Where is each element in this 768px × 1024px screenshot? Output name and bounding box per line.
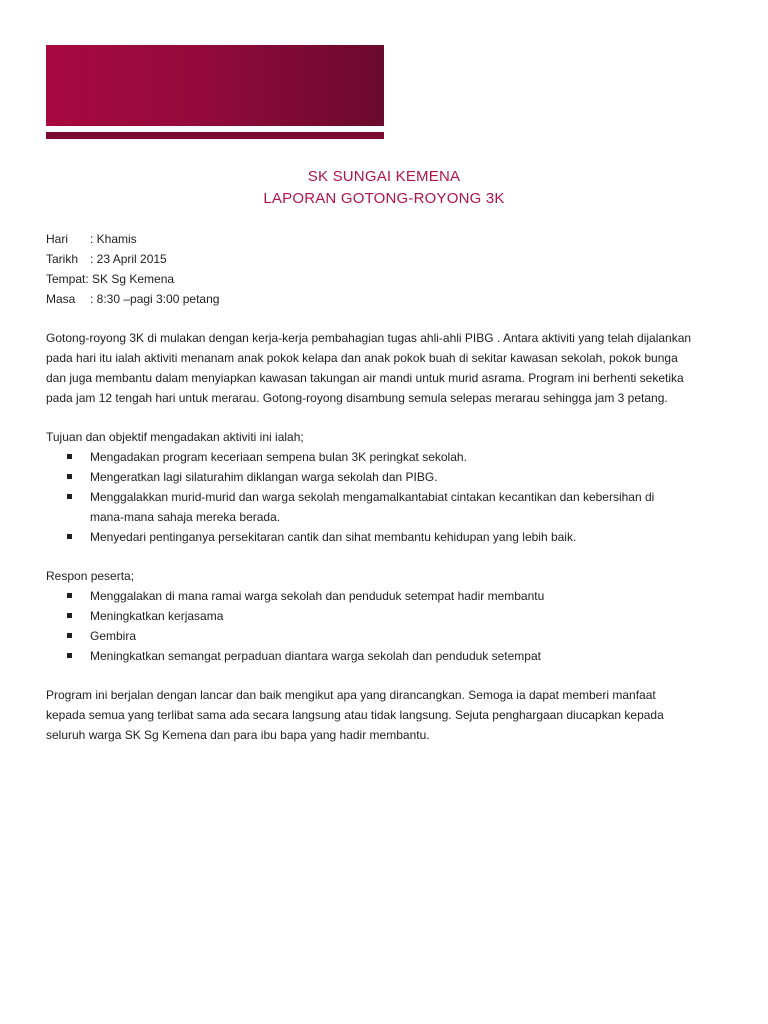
list-item: Meningkatkan kerjasama [46, 606, 736, 626]
text-line: kepada semua yang terlibat sama ada secara langsung atau tidak langsung. Sejuta penghargaan diucapkan kepada [46, 708, 664, 722]
info-row-tarikh [46, 249, 736, 269]
info-value: : 8:30 –pagi 3:00 petang [90, 292, 220, 306]
info-row-hari [46, 229, 736, 249]
text-line: dan juga membantu dalam menyiapkan kawasan takungan air mandi untuk murid asrama. Program ini berhenti seketika [46, 371, 684, 385]
bullet-icon [67, 613, 72, 618]
document-title [0, 166, 768, 210]
info-value: : Khamis [90, 232, 137, 246]
text-line: Gotong-royong 3K di mulakan dengan kerja-kerja pembahagian tugas ahli-ahli PIBG . Antara aktiviti yang telah dijalankan [46, 331, 692, 345]
intro-paragraph [46, 328, 736, 408]
info-row-tempat [46, 269, 736, 289]
title-report-name: LAPORAN GOTONG-ROYONG 3K [263, 190, 505, 207]
info-value: : SK Sg Kemena [85, 272, 175, 286]
document-body [46, 229, 736, 745]
bullet-icon [67, 593, 72, 598]
objectives-heading: Tujuan dan objektif mengadakan aktiviti ini ialah; [46, 430, 304, 444]
bullet-icon [67, 534, 72, 539]
info-label: Tarikh [46, 252, 79, 266]
info-label: Hari [46, 232, 69, 246]
objectives-list [46, 447, 736, 547]
responses-list [46, 586, 736, 666]
responses-section [46, 566, 736, 666]
info-block [46, 229, 736, 309]
info-label: Tempat [46, 272, 86, 286]
title-school-name: SK SUNGAI KEMENA [307, 168, 461, 185]
closing-paragraph [46, 685, 736, 745]
objectives-section [46, 427, 736, 547]
bullet-icon [67, 653, 72, 658]
text-line: seluruh warga SK Sg Kemena dan para ibu bapa yang hadir membantu. [46, 728, 430, 742]
bullet-icon [67, 494, 72, 499]
bullet-icon [67, 474, 72, 479]
responses-heading: Respon peserta; [46, 569, 135, 583]
info-row-masa [46, 289, 736, 309]
list-item: Gembira [46, 626, 736, 646]
info-label: Masa [46, 292, 76, 306]
header-banner [46, 45, 384, 126]
info-value: : 23 April 2015 [90, 252, 167, 266]
list-item: Menggalakkan murid-murid dan warga sekolah mengamalkantabiat cintakan kecantikan dan kebersihan di mana-mana sahaja mereka berada. [46, 487, 736, 527]
list-item: Meningkatkan semangat perpaduan diantara warga sekolah dan penduduk setempat [46, 646, 736, 666]
list-item: Mengadakan program keceriaan sempena bulan 3K peringkat sekolah. [46, 447, 736, 467]
text-line: pada hari itu ialah aktiviti menanam anak pokok kelapa dan anak pokok buah di sekitar kawasan sekolah, pokok bunga [46, 351, 678, 365]
list-item: Menggalakan di mana ramai warga sekolah dan penduduk setempat hadir membantu [46, 586, 736, 606]
text-line: pada jam 12 tengah hari untuk merarau. Gotong-royong disambung semula selepas merarau sehingga jam 3 petang. [46, 391, 668, 405]
list-item: Menyedari pentinganya persekitaran cantik dan sihat membantu kehidupan yang lebih baik. [46, 527, 736, 547]
list-item: Mengeratkan lagi silaturahim diklangan warga sekolah dan PIBG. [46, 467, 736, 487]
bullet-icon [67, 454, 72, 459]
header-banner-underline [46, 132, 384, 139]
text-line: Program ini berjalan dengan lancar dan baik mengikut apa yang dirancangkan. Semoga ia dapat memberi manfaat [46, 688, 656, 702]
bullet-icon [67, 633, 72, 638]
